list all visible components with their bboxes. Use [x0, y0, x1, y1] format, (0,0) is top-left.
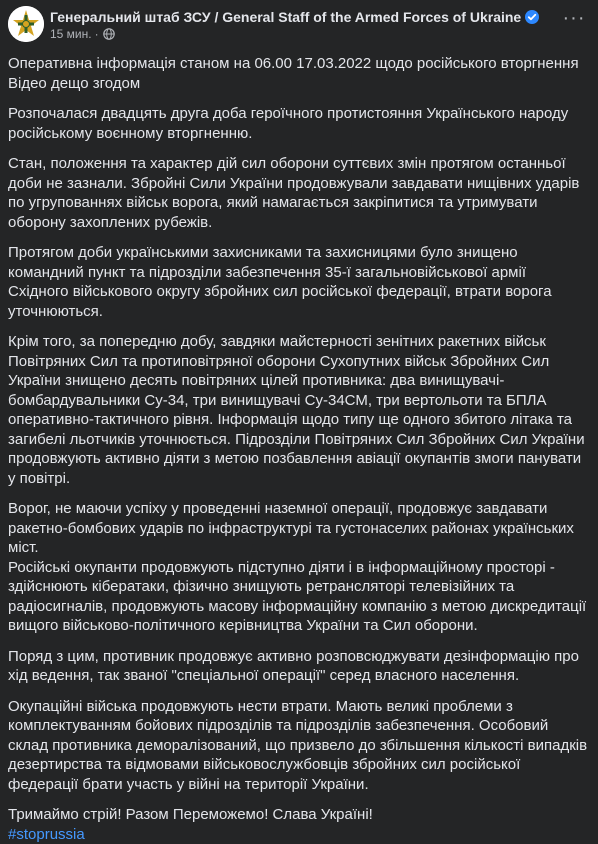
post-paragraph: Протягом доби українськими захисниками та захисницями було знищено командний пункт та підрозділи забезпечення 35-ї загальновійськової армії Східного військового округу збройних сил російської федерації, втрати ворога уточнюються. [8, 243, 588, 321]
post-timestamp[interactable]: 15 мин. [50, 27, 92, 41]
page-name-link[interactable]: Генеральний штаб ЗСУ / General Staff of the Armed Forces of Ukraine [50, 9, 521, 25]
post-paragraph: Розпочалася двадцять друга доба героїчного протистояння Українського народу російському воєнному вторгненню. [8, 104, 588, 143]
more-options-button[interactable] [560, 8, 588, 32]
post-header [8, 6, 590, 44]
post-intro [8, 54, 588, 93]
globe-icon[interactable] [103, 28, 115, 43]
page-name-row [50, 9, 539, 27]
hashtag-link[interactable]: #stoprussia [8, 826, 85, 843]
more-options-icon: ··· [563, 7, 586, 29]
page-avatar[interactable] [8, 6, 44, 42]
hashtag-row [8, 825, 588, 844]
verified-badge-icon [525, 10, 539, 27]
meta-separator: · [95, 27, 99, 41]
intro-line: Оперативна інформація станом на 06.00 17.03.2022 щодо російського вторгнення [8, 55, 579, 72]
post-paragraph: Поряд з цим, противник продовжує активно розповсюджувати дезінформацію про хід ведення, так званої "спеціальної операції" серед власного населення. [8, 647, 588, 686]
post-meta [50, 27, 115, 43]
emblem-icon [8, 6, 44, 42]
intro-line: Відео дещо згодом [8, 75, 140, 92]
post-paragraph: Стан, положення та характер дій сил оборони суттєвих змін протягом останньої доби не зазнали. Збройні Сили України продовжували завдавати нищівних ударів по угрупованнях військ ворога, який намагається закріпитися та утримувати оборону захоплених рубежів. [8, 154, 588, 232]
post-body [8, 54, 588, 844]
post-paragraph: Ворог, не маючи успіху у проведенні наземної операції, продовжує завдавати ракетно-бомбових ударів по інфраструктурі та густонаселих районах українських міст. [8, 499, 588, 558]
post-closing: Тримаймо стрій! Разом Переможемо! Слава Україні! [8, 805, 588, 825]
post-paragraph: Окупаційні війська продовжують нести втрати. Мають великі проблеми з комплектуванням бойових підрозділів та підрозділів забезпечення. Особовий склад противника деморалізований, що призвело до збільшення кількості випадків дезертирства та відмовами військовослужбовців збройних сил російської федерації брати участь у війні на території України. [8, 697, 588, 795]
post-paragraph: Російські окупанти продовжують підступно діяти і в інформаційному просторі - здійснюють кібератаки, фізично знищують ретрансляторі телевізійних та радіосигналів, продовжують масову інформаційну компанію з метою дискредитації вищого військово-політичного керівництва України та Сил оборони. [8, 558, 588, 636]
post-paragraph: Крім того, за попередню добу, завдяки майстерності зенітних ракетних військ Повітряних Сил та протиповітряної оборони Сухопутних військ Збройних Сил України знищено десять повітряних цілей противника: два винищувачі-бомбардувальники Су-34, три винищувачі Су-34СМ, три вертольоти та БПЛА оперативно-тактичного рівня. Інформація щодо типу ще одного збитого літака та загибелі льотчиків уточнюється. Підрозділи Повітряних Сил Збройних Сил України продовжують активно діяти з метою позбавлення авіації окупантів змоги панувати у повітрі. [8, 332, 588, 488]
